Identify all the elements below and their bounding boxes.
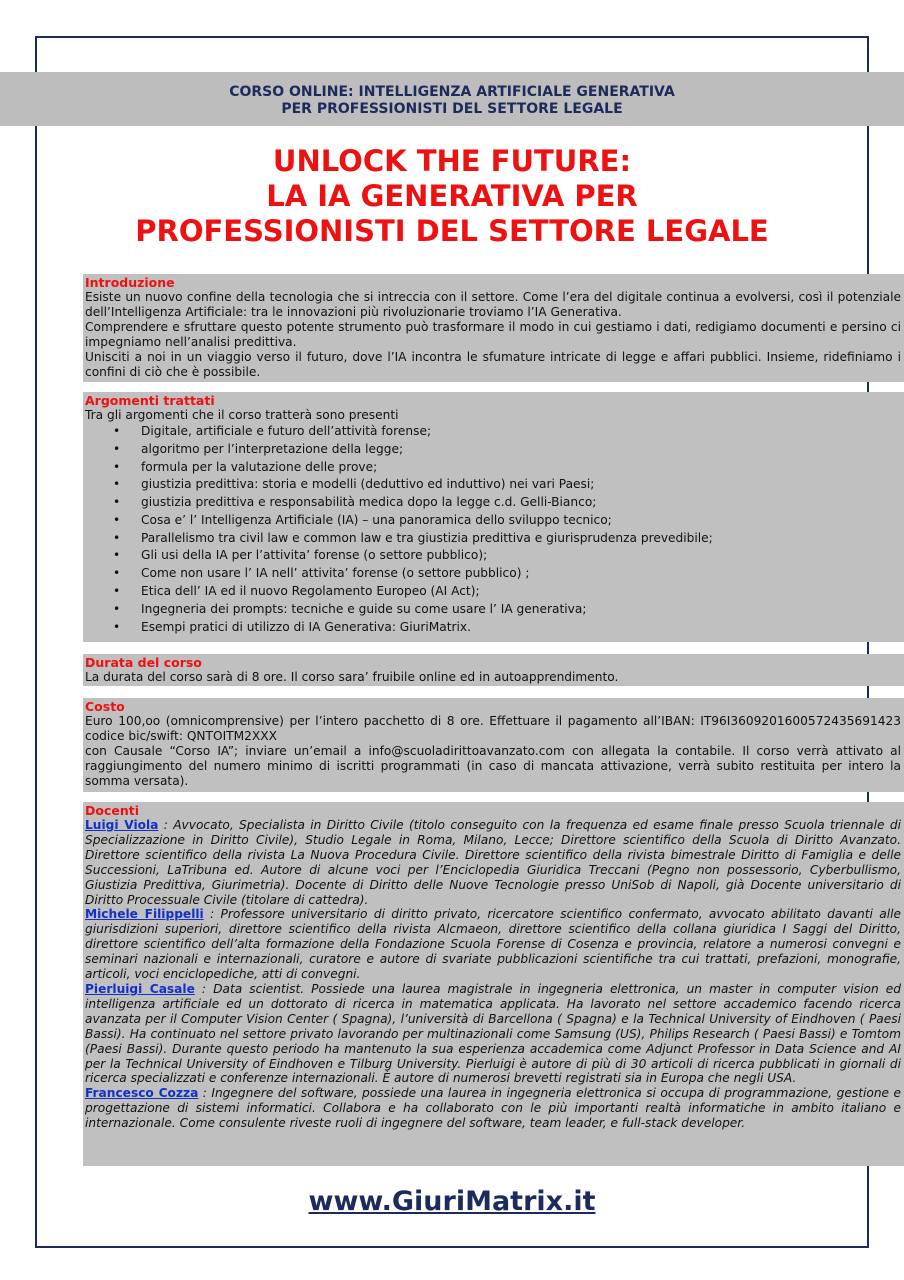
list-item: • algoritmo per l’interpretazione della legge; bbox=[85, 441, 901, 459]
intro-paragraph-3: Unisciti a noi in un viaggio verso il futuro, dove l’IA incontra le sfumature intricate di legge e affari pubblici. Insieme, ridefiniamo i confini di ciò che è possibile. bbox=[85, 349, 901, 379]
docente-bio: : Data scientist. Possiede una laurea magistrale in ingegneria elettronica, un master in computer vision ed intelligenza artificiale ed un dottorato di ricerca in matematica applicata. Ha lavorato nel settore accademico facendo ricerca avanzata per il Computer Vision Center ( Spagna), l’università di Barcellona ( Spagna) e la Technical University of Eindhoven ( Paesi Bassi). Ha continuato nel settore privato lavorando per multinazionali come Samsung (US), Philips Research ( Paesi Bassi) e Tomtom (Paesi Bassi). Durante questo periodo ha mantenuto la sua esperienza accademica come Adjunct Professor in Data Science and AI per la Technical University of Eindhoven e Tilburg University. Pierluigi è autore di più di 30 articoli di ricerca pubblicati in giornali di ricerca specializzati e conferenze internazionali. È autore di numerosi brevetti registrati sia in Europa che negli USA. bbox=[85, 981, 901, 1086]
list-item: • formula per la valutazione delle prove; bbox=[85, 459, 901, 477]
list-item: • Gli usi della IA per l’attivita’ forense (o settore pubblico); bbox=[85, 547, 901, 565]
main-title-line1: UNLOCK THE FUTURE: bbox=[272, 144, 632, 178]
docente-bio: : Ingegnere del software, possiede una laurea in ingegneria elettronica si occupa di programmazione, gestione e progettazione di sistemi informatici. Collabora e ha collaborato con le più importanti realtà informatiche in ambito italiano e internazionale. Come consulente riveste ruoli di ingegnere del software, team leader, e full-stack developer. bbox=[85, 1086, 901, 1131]
section-durata bbox=[83, 654, 904, 686]
list-item: • Parallelismo tra civil law e common law e tra giustizia predittiva e giurisprudenza prevedibile; bbox=[85, 530, 901, 548]
list-item: • Ingegneria dei prompts: tecniche e guide su come usare l’ IA generativa; bbox=[85, 601, 901, 619]
durata-text: La durata del corso sarà di 8 ore. Il corso sara’ fruibile online ed in autoapprendimento. bbox=[85, 670, 619, 684]
argomenti-intro: Tra gli argomenti che il corso tratterà sono presenti bbox=[85, 408, 399, 422]
docente-name-link[interactable]: Pierluigi Casale bbox=[85, 981, 195, 996]
list-item: • giustizia predittiva e responsabilità medica dopo la legge c.d. Gelli-Bianco; bbox=[85, 494, 901, 512]
section-heading-durata: Durata del corso bbox=[85, 655, 202, 670]
docente-bio: : Professore universitario di diritto privato, ricercatore scientifico confermato, avvocato abilitato davanti alle giurisdizioni superiori, direttore scientifico della rivista Alcmaeon, direttore scientifico della collana giuridica I Saggi del Diritto, direttore scientifico dell’alta formazione della Fondazione Scuola Forense di Cosenza e provincia, relatore a numerosi convegni e seminari nazionali e internazionali, curatore e autore di svariate pubblicazioni scientifiche tra cui trattati, prefazioni, monografie, articoli, voci enciclopediche, atti di convegni. bbox=[85, 907, 902, 982]
costo-paragraph-1: Euro 100,oo (omnicomprensive) per l’intero pacchetto di 8 ore. Effettuare il pagamento all’IBAN: IT96I3609201600572435691423 codice bic/swift: QNTOITM2XXX bbox=[85, 714, 901, 743]
list-item: • Come non usare l’ IA nell’ attivita’ forense (o settore pubblico) ; bbox=[85, 565, 901, 583]
docente-name-link[interactable]: Michele Filippelli bbox=[85, 907, 204, 922]
list-item: • Cosa e’ l’ Intelligenza Artificiale (IA) – una panoramica dello sviluppo tecnico; bbox=[85, 512, 901, 530]
intro-paragraph-1: Esiste un nuovo confine della tecnologia che si intreccia con il settore. Come l’era del digitale continua a evolversi, così il potenziale dell’Intelligenza Artificiale: tra le innovazioni più rivoluzionarie troviamo l’IA Generativa. bbox=[85, 290, 901, 319]
docente-entry bbox=[85, 982, 901, 1086]
section-introduzione bbox=[83, 274, 904, 382]
section-heading-argomenti: Argomenti trattati bbox=[85, 393, 215, 408]
course-header-line1: CORSO ONLINE: INTELLIGENZA ARTIFICIALE GENERATIVA bbox=[229, 84, 675, 100]
section-heading-docenti: Docenti bbox=[85, 803, 140, 818]
list-item: • Digitale, artificiale e futuro dell’attività forense; bbox=[85, 423, 901, 441]
list-item: • Etica dell’ IA ed il nuovo Regolamento Europeo (AI Act); bbox=[85, 583, 901, 601]
section-heading-costo: Costo bbox=[85, 699, 125, 714]
list-item: • giustizia predittiva: storia e modelli (deduttivo ed induttivo) nei vari Paesi; bbox=[85, 476, 901, 494]
docente-entry bbox=[85, 907, 901, 982]
docente-entry bbox=[85, 1086, 901, 1131]
course-header bbox=[0, 84, 904, 118]
section-costo bbox=[83, 698, 904, 792]
docente-name-link[interactable]: Luigi Viola bbox=[85, 818, 159, 832]
docente-entry bbox=[85, 818, 901, 907]
section-argomenti bbox=[83, 392, 904, 642]
costo-paragraph-2: con Causale “Corso IA”; inviare un’email a info@scuoladirittoavanzato.com con allegata la contabile. Il corso verrà attivato al raggiungimento del numero minimo di iscritti programmati (in caso di mancata attivazione, verrà subito restituita per intero la somma versata). bbox=[85, 743, 901, 788]
list-item: • Esempi pratici di utilizzo di IA Generativa: GiuriMatrix. bbox=[85, 619, 901, 637]
section-heading-introduzione: Introduzione bbox=[85, 275, 175, 290]
intro-paragraph-2: Comprendere e sfruttare questo potente strumento può trasformare il modo in cui gestiamo i dati, redigiamo documenti e persino ci impegniamo nell’analisi predittiva. bbox=[85, 319, 901, 349]
argomenti-list bbox=[85, 423, 901, 637]
docente-name-link[interactable]: Francesco Cozza bbox=[85, 1086, 199, 1101]
section-docenti bbox=[83, 802, 904, 1166]
main-title-line2: LA IA GENERATIVA PER bbox=[266, 179, 638, 213]
website-link[interactable]: www.GiuriMatrix.it bbox=[308, 1186, 596, 1217]
main-title-line3: PROFESSIONISTI DEL SETTORE LEGALE bbox=[135, 214, 769, 248]
main-title bbox=[40, 144, 864, 249]
course-header-line2: PER PROFESSIONISTI DEL SETTORE LEGALE bbox=[281, 101, 623, 117]
docente-bio: : Avvocato, Specialista in Diritto Civile (titolo conseguito con la frequenza ed esame finale presso Scuola triennale di Specializzazione in Diritto Civile), Studio Legale in Roma, Milano, Lecce; Direttore scientifico della Scuola di Diritto Avanzato. Direttore scientifico della rivista La Nuova Procedura Civile. Direttore scientifico della rivista bimestrale Diritto di Famiglia e delle Successioni, LaTribuna ed. Autore di alcune voci per l’Enciclopedia Giuridica Treccani (Pegno non possessorio, Cyberbullismo, Giustizia Predittiva, Giurimetria). Docente di Diritto delle Nuove Tecnologie presso UniSob di Napoli, già Docente universitario di Diritto Processuale Civile (titolare di cattedra). bbox=[85, 818, 901, 907]
